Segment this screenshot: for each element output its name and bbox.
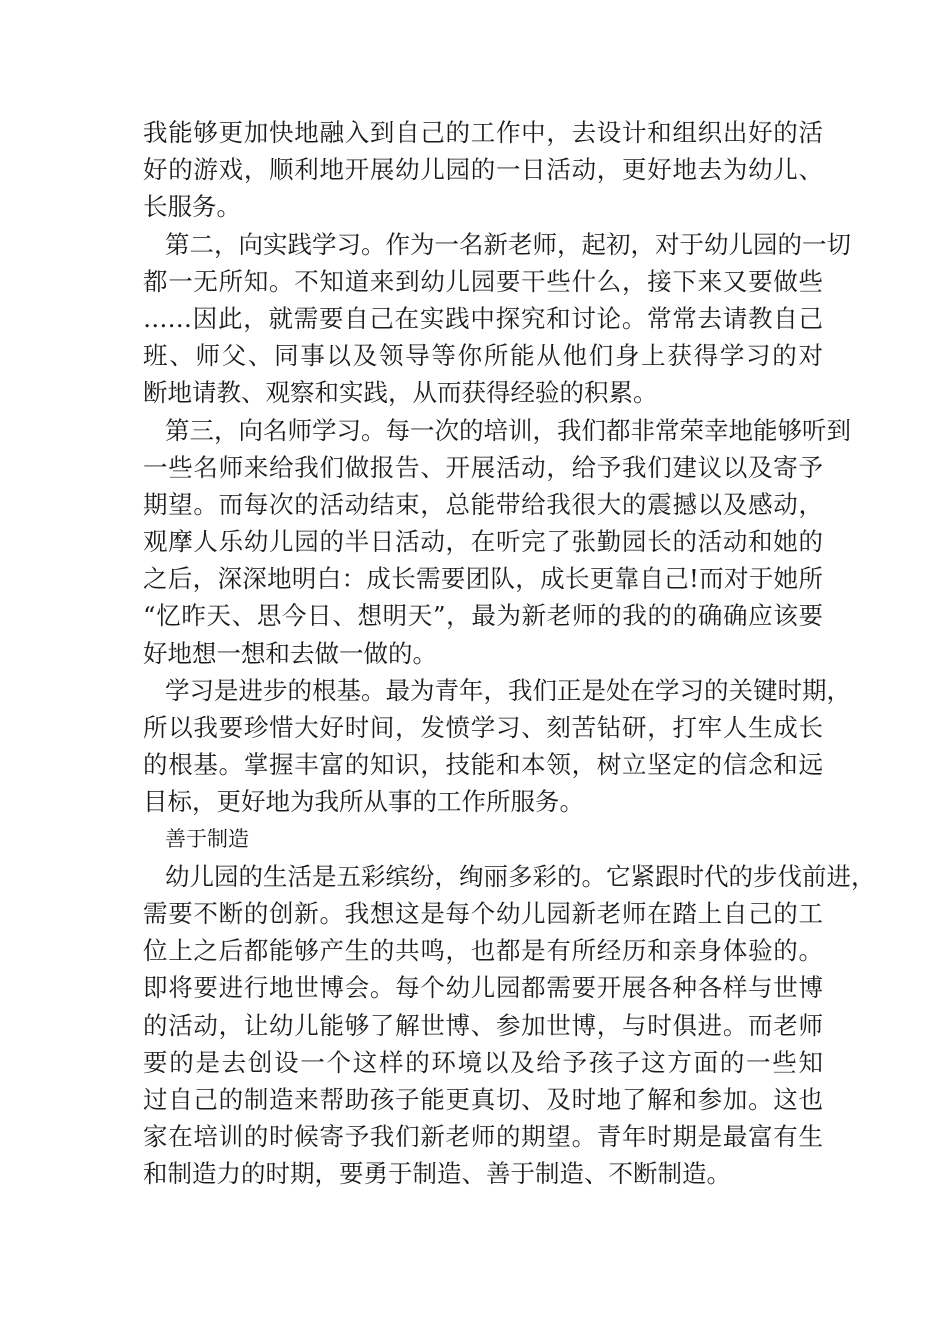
- paragraph-line: 的活动，让幼儿能够了解世博、参加世博，与时俱进。而老师: [143, 1010, 823, 1040]
- paragraph-line: 观摩人乐幼儿园的半日活动，在听完了张勤园长的活动和她的: [143, 527, 823, 557]
- paragraph-line: 长服务。: [143, 192, 241, 222]
- paragraph-line: 目标，更好地为我所从事的工作所服务。: [143, 787, 584, 817]
- paragraph-line: 即将要进行地世博会。每个幼儿园都需要开展各种各样与世博: [143, 973, 823, 1003]
- paragraph-line: 过自己的制造来帮助孩子能更真切、及时地了解和参加。这也: [143, 1084, 823, 1114]
- paragraph-line: 位上之后都能够产生的共鸣，也都是有所经历和亲身体验的。: [143, 936, 823, 966]
- paragraph-line: 一些名师来给我们做报告、开展活动，给予我们建议以及寄予: [143, 452, 823, 482]
- paragraph-line: 需要不断的创新。我想这是每个幼儿园新老师在踏上自己的工: [143, 898, 823, 928]
- paragraph-line: ……因此，就需要自己在实践中探究和讨论。常常去请教自己: [143, 303, 823, 333]
- paragraph-line: 断地请教、观察和实践，从而获得经验的积累。: [143, 378, 658, 408]
- paragraph-line: 家在培训的时候寄予我们新老师的期望。青年时期是最富有生: [143, 1122, 823, 1152]
- paragraph-line: 第二，向实践学习。作为一名新老师，起初，对于幼儿园的一切: [165, 229, 851, 259]
- paragraph-line: 都一无所知。不知道来到幼儿园要干些什么，接下来又要做些: [143, 266, 823, 296]
- paragraph-line: 好地想一想和去做一做的。: [143, 638, 437, 668]
- paragraph-line: “忆昨天、思今日、想明天”，最为新老师的我的的确确应该要: [143, 601, 823, 631]
- paragraph-line: 所以我要珍惜大好时间，发愤学习、刻苦钻研，打牢人生成长: [143, 713, 823, 742]
- paragraph-line: 期望。而每次的活动结束，总能带给我很大的震撼以及感动，: [143, 489, 823, 519]
- paragraph-line: 要的是去创设一个这样的环境以及给予孩子这方面的一些知: [143, 1047, 823, 1077]
- paragraph-line: 我能够更加快地融入到自己的工作中，去设计和组织出好的活: [143, 118, 823, 147]
- paragraph-line: 班、师父、同事以及领导等你所能从他们身上获得学习的对: [143, 341, 823, 371]
- paragraph-line: 好的游戏，顺利地开展幼儿园的一日活动，更好地去为幼儿、: [143, 155, 823, 185]
- paragraph-line: 第三，向名师学习。每一次的培训，我们都非常荣幸地能够听到: [165, 415, 851, 445]
- paragraph-line: 学习是进步的根基。最为青年，我们正是处在学习的关键时期，: [165, 675, 851, 705]
- paragraph-line: 之后，深深地明白：成长需要团队，成长更靠自己!而对于她所: [143, 564, 823, 594]
- paragraph-line: 和制造力的时期，要勇于制造、善于制造、不断制造。: [143, 1159, 731, 1189]
- section-heading: 善于制造: [165, 826, 249, 851]
- paragraph-line: 幼儿园的生活是五彩缤纷，绚丽多彩的。它紧跟时代的步伐前进，: [165, 861, 876, 891]
- document-body: [143, 114, 876, 1192]
- paragraph-line: 的根基。掌握丰富的知识，技能和本领，树立坚定的信念和远: [143, 750, 823, 780]
